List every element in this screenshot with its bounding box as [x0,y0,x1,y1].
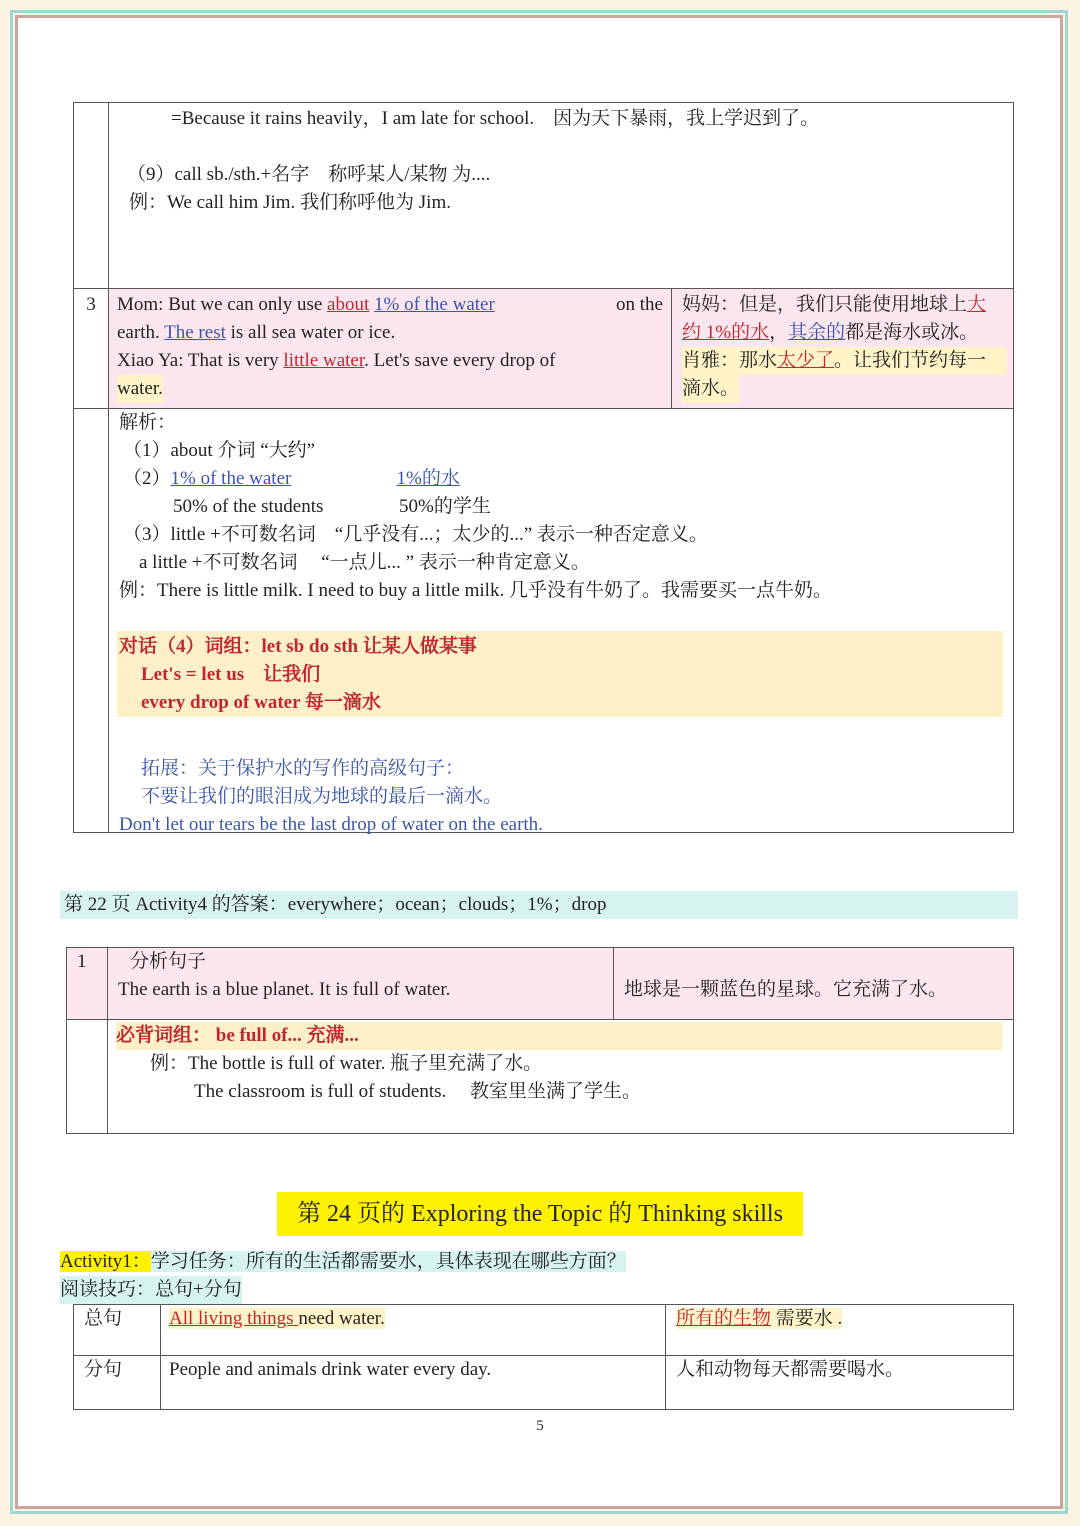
cell-num-3: 3 [74,289,109,409]
phrase-example-1: 例：The bottle is full of water. 瓶子里充满了水。 [150,1053,543,1074]
cell-detail-zh: 人和动物每天都需要喝水。 [666,1356,1014,1410]
word-1pct: 1% of the water [374,294,495,315]
extension-zh: 不要让我们的眼泪成为地球的最后一滴水。 [141,786,503,807]
dialogue-highlight-box [117,631,1003,717]
dialogue-phrase-2: Let's = let us 让我们 [141,664,321,685]
cell-sentence-en: 分析句子 The earth is a blue planet. It is full of water. [108,948,614,1020]
cell-row-a [109,103,1014,289]
must-remember-phrase: 必背词组： be full of... 充满... [116,1022,1002,1050]
phrase-example-2: The classroom is full of students. 教室里坐满了学生。 [194,1081,641,1102]
text-call-example: 例：We call him Jim. 我们称呼他为 Jim. [129,192,451,213]
answer-bar: 第 22 页 Activity4 的答案：everywhere；ocean；clouds；1%；drop [60,891,1018,919]
cell-analysis [109,409,1014,833]
activity-line: Activity1：学习任务：所有的生活都需要水，具体表现在哪些方面？ [60,1251,626,1272]
word-about: about [327,294,370,315]
cell-sentence-zh: 地球是一颗蓝色的星球。它充满了水。 [614,948,1014,1020]
dialogue-phrase-3: every drop of water 每一滴水 [141,692,381,713]
text-because: =Because it rains heavily，I am late for school. 因为天下暴雨，我上学迟到了。 [171,108,820,129]
reading-skill: 阅读技巧：总句+分句 [60,1276,242,1304]
analysis-title: 解析： [119,412,177,433]
analysis-1: （1）about 介词 “大约” [123,440,316,461]
cell-topic-en: All living things need water. [161,1305,666,1356]
cell-num-empty-3 [67,1020,108,1134]
cell-num-empty-2 [74,409,109,833]
cell-topic-zh: 所有的生物 需要水 . [666,1305,1014,1356]
analysis-2b: 50% of the students 50%的学生 [173,496,491,517]
word-little-water: little water [283,350,365,371]
table-section3 [73,1304,1014,1410]
text-call-rule: （9）call sb./sth.+名字 称呼某人/某物 为.... [127,164,491,185]
word-the-rest: The rest [164,322,226,343]
analysis-3: （3）little +不可数名词 “几乎没有...；太少的...” 表示一种否定意义。 [123,524,708,545]
table-section2 [66,947,1014,1134]
thinking-skills-heading: 第 24 页的 Exploring the Topic 的 Thinking skills [277,1192,803,1236]
cell-num-1: 1 [67,948,108,1020]
cell-dialogue-en: Mom: But we can only use about 1% of the water on the earth. The rest is all sea water or ice. Xiao Ya: That is very little water. Let's save every drop of water. [109,289,672,409]
cell-dialogue-zh: 妈妈：但是，我们只能使用地球上大 约 1%的水，其余的都是海水或冰。 肖雅：那水太少了。让我们节约每一 滴水。 [672,289,1014,409]
extension-title: 拓展：关于保护水的写作的高级句子： [141,758,465,779]
analysis-3b: a little +不可数名词 “一点儿... ” 表示一种肯定意义。 [139,552,590,573]
analysis-3c: 例：There is little milk. I need to buy a little milk. 几乎没有牛奶了。我需要买一点牛奶。 [119,580,832,601]
table-section1 [73,102,1014,833]
dialogue-phrase-1: 对话（4）词组：let sb do sth 让某人做某事 [119,636,477,657]
analysis-2: （2）1% of the water 1%的水 [123,468,460,489]
extension-en: Don't let our tears be the last drop of water on the earth. [119,814,543,835]
page-number: 5 [536,1418,544,1434]
cell-label-topic: 总句 [74,1305,161,1356]
cell-label-detail: 分句 [74,1356,161,1410]
cell-phrase [108,1020,1014,1134]
cell-detail-en: People and animals drink water every day. [161,1356,666,1410]
cell-num-empty [74,103,109,289]
